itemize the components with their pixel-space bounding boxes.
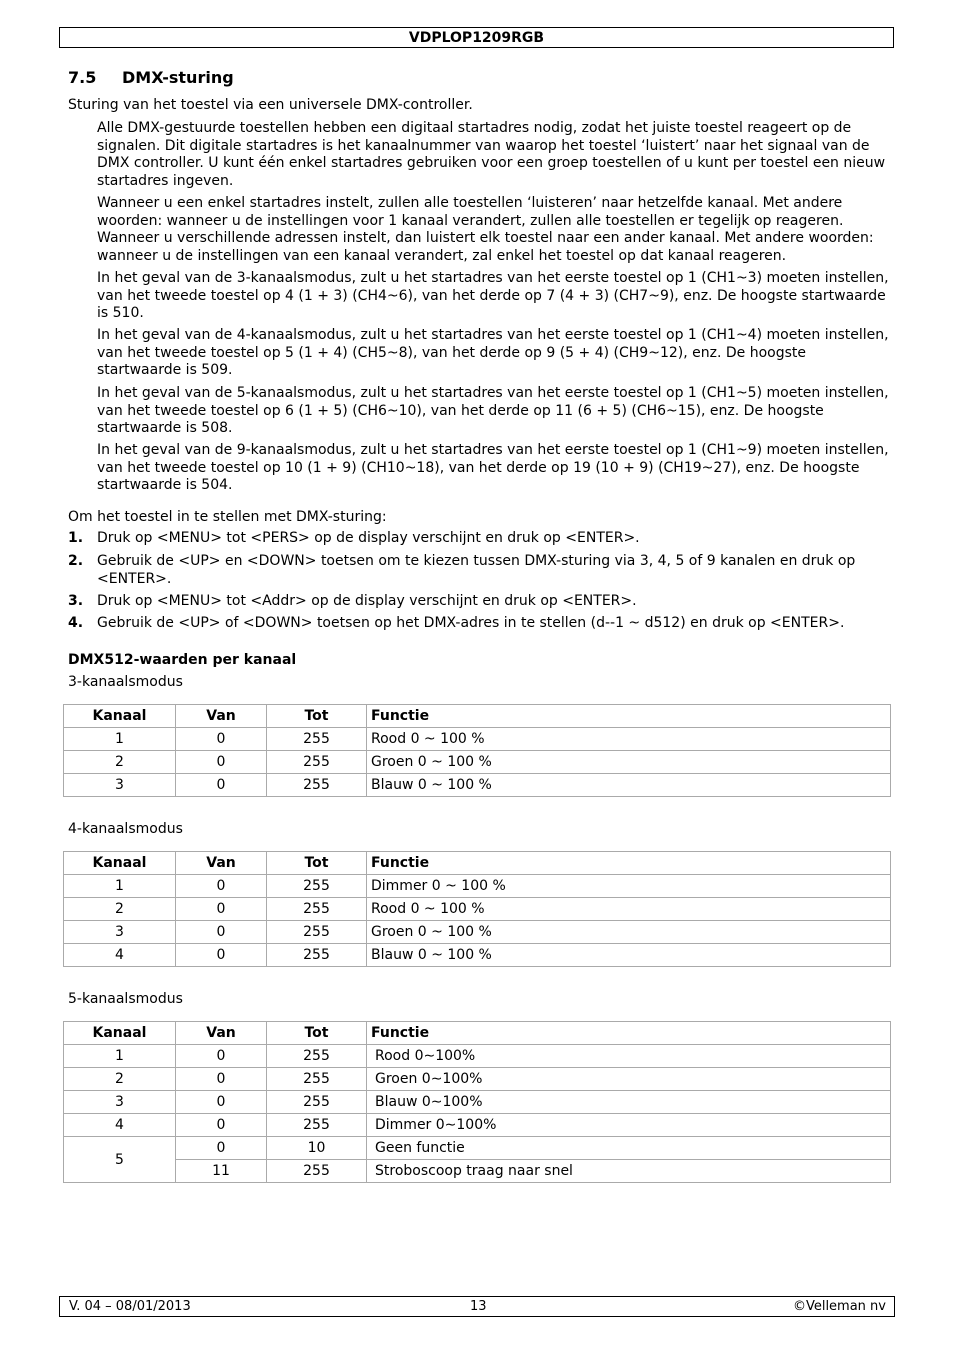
col-tot: Tot [267,705,367,728]
col-kanaal: Kanaal [64,852,176,875]
step-number: 3. [68,593,84,609]
mode4-table [63,851,891,967]
cell-van: 0 [176,944,267,967]
section-number: 7.5 [68,68,97,87]
cell-tot: 255 [267,1068,367,1091]
cell-van: 0 [176,1091,267,1114]
cell-functie: Dimmer 0 ~ 100 % [367,875,891,898]
table-row [64,728,891,751]
cell-tot: 10 [267,1137,367,1160]
table-row [64,774,891,797]
cell-functie: Geen functie [367,1137,891,1160]
step-text: Druk op <MENU> tot <Addr> op de display verschijnt en druk op <ENTER>. [97,593,637,609]
table-row [64,1160,891,1183]
cell-tot: 255 [267,875,367,898]
col-van: Van [176,1022,267,1045]
col-tot: Tot [267,1022,367,1045]
col-functie: Functie [367,1022,891,1045]
page-number: 13 [470,1299,487,1314]
cell-functie: Blauw 0 ~ 100 % [367,944,891,967]
cell-kanaal: 1 [64,1045,176,1068]
col-van: Van [176,705,267,728]
step-text: Druk op <MENU> tot <PERS> op de display verschijnt en druk op <ENTER>. [97,530,640,546]
step-text: Gebruik de <UP> en <DOWN> toetsen om te kiezen tussen DMX-sturing via 3, 4, 5 of 9 kanalen en druk op <ENTER>. [97,553,856,587]
table-row [64,944,891,967]
cell-kanaal: 4 [64,944,176,967]
cell-kanaal: 2 [64,1068,176,1091]
table-row [64,751,891,774]
cell-van: 0 [176,1068,267,1091]
cell-kanaal: 3 [64,921,176,944]
mode3-table [63,704,891,797]
table-row [64,1114,891,1137]
paragraph: In het geval van de 9-kanaalsmodus, zult u het startadres van het eerste toestel op 1 (CH1~9) moeten instellen, van het tweede toestel op 10 (1 + 9) (CH10~18), van het derde op 19 (10 + 9) (CH19~27), enz. De hoogste startwaarde is 504. [97,442,889,493]
cell-kanaal: 4 [64,1114,176,1137]
cell-tot: 255 [267,1114,367,1137]
step-number: 2. [68,553,84,569]
col-kanaal: Kanaal [64,705,176,728]
intro-text: Sturing van het toestel via een universele DMX-controller. [68,97,473,113]
table-row [64,1045,891,1068]
cell-kanaal: 5 [64,1137,176,1183]
cell-tot: 255 [267,751,367,774]
document-footer [59,1296,895,1317]
step-text: Gebruik de <UP> of <DOWN> toetsen op het DMX-adres in te stellen (d--1 ~ d512) en druk op <ENTER>. [97,615,845,631]
cell-van: 0 [176,1137,267,1160]
step-number: 1. [68,530,84,546]
col-functie: Functie [367,852,891,875]
paragraph: In het geval van de 3-kanaalsmodus, zult u het startadres van het eerste toestel op 1 (CH1~3) moeten instellen, van het tweede toestel op 4 (1 + 3) (CH4~6), van het derde op 7 (4 + 3) (CH7~9), enz. De hoogste startwaarde is 510. [97,270,889,321]
mode3-label: 3-kanaalsmodus [68,674,183,690]
mode4-label: 4-kanaalsmodus [68,821,183,837]
cell-kanaal: 1 [64,875,176,898]
cell-van: 0 [176,1045,267,1068]
cell-van: 0 [176,728,267,751]
cell-kanaal: 3 [64,1091,176,1114]
setup-intro: Om het toestel in te stellen met DMX-sturing: [68,509,387,525]
col-tot: Tot [267,852,367,875]
cell-functie: Blauw 0∼100% [367,1091,891,1114]
cell-kanaal: 2 [64,751,176,774]
table-header-row [64,705,891,728]
cell-kanaal: 1 [64,728,176,751]
mode5-table [63,1021,891,1183]
table-header-row [64,1022,891,1045]
cell-tot: 255 [267,921,367,944]
cell-kanaal: 3 [64,774,176,797]
col-functie: Functie [367,705,891,728]
table-row [64,1091,891,1114]
cell-tot: 255 [267,1091,367,1114]
footer-version: V. 04 – 08/01/2013 [69,1299,191,1314]
cell-tot: 255 [267,774,367,797]
cell-functie: Rood 0∼100% [367,1045,891,1068]
table-header-row [64,852,891,875]
paragraph: Wanneer u een enkel startadres instelt, zullen alle toestellen ‘luisteren’ naar hetzelfde kanaal. Met andere woorden: wanneer u de instellingen voor 1 kanaal verandert, zullen alle toestellen er tegelijk op reageren. Wanneer u verschillende adressen instelt, dan luistert elk toestel naar een ander kanaal. Met andere woorden: wanneer u de instellingen van een kanaal verandert, zal enkel het toestel op dat kanaal reageren. [97,195,874,264]
cell-functie: Blauw 0 ~ 100 % [367,774,891,797]
cell-functie: Stroboscoop traag naar snel [367,1160,891,1183]
cell-tot: 255 [267,1045,367,1068]
cell-functie: Rood 0 ~ 100 % [367,728,891,751]
cell-van: 0 [176,774,267,797]
table-row [64,921,891,944]
table-row [64,1068,891,1091]
dmx-values-heading: DMX512-waarden per kanaal [68,652,297,668]
cell-van: 11 [176,1160,267,1183]
table-row [64,1137,891,1160]
cell-van: 0 [176,1114,267,1137]
cell-functie: Groen 0∼100% [367,1068,891,1091]
cell-van: 0 [176,875,267,898]
cell-kanaal: 2 [64,898,176,921]
col-van: Van [176,852,267,875]
cell-tot: 255 [267,898,367,921]
section-title: DMX-sturing [122,68,234,87]
document-header: VDPLOP1209RGB [59,27,894,48]
cell-van: 0 [176,921,267,944]
paragraph: In het geval van de 4-kanaalsmodus, zult u het startadres van het eerste toestel op 1 (CH1~4) moeten instellen, van het tweede toestel op 5 (1 + 4) (CH5~8), van het derde op 9 (5 + 4) (CH9~12), enz. De hoogste startwaarde is 509. [97,327,889,378]
mode5-label: 5-kanaalsmodus [68,991,183,1007]
cell-functie: Dimmer 0∼100% [367,1114,891,1137]
cell-functie: Groen 0 ~ 100 % [367,921,891,944]
paragraph: In het geval van de 5-kanaalsmodus, zult u het startadres van het eerste toestel op 1 (CH1~5) moeten instellen, van het tweede toestel op 6 (1 + 5) (CH6~10), van het derde op 11 (6 + 5) (CH6~15), enz. De hoogste startwaarde is 508. [97,385,889,436]
cell-functie: Groen 0 ~ 100 % [367,751,891,774]
cell-tot: 255 [267,944,367,967]
footer-copyright: ©Velleman nv [792,1299,886,1314]
cell-tot: 255 [267,728,367,751]
cell-van: 0 [176,898,267,921]
col-kanaal: Kanaal [64,1022,176,1045]
table-row [64,898,891,921]
paragraph: Alle DMX-gestuurde toestellen hebben een digitaal startadres nodig, zodat het juiste toestel reageert op de signalen. Dit digitale startadres is het kanaalnummer van waarop het toestel ‘luistert’ naar het signaal van de DMX controller. U kunt één enkel startadres gebruiken voor een groep toestellen of u kunt per toestel een nieuw startadres ingeven. [97,120,886,189]
cell-functie: Rood 0 ~ 100 % [367,898,891,921]
step-number: 4. [68,615,84,631]
table-row [64,875,891,898]
cell-van: 0 [176,751,267,774]
cell-tot: 255 [267,1160,367,1183]
